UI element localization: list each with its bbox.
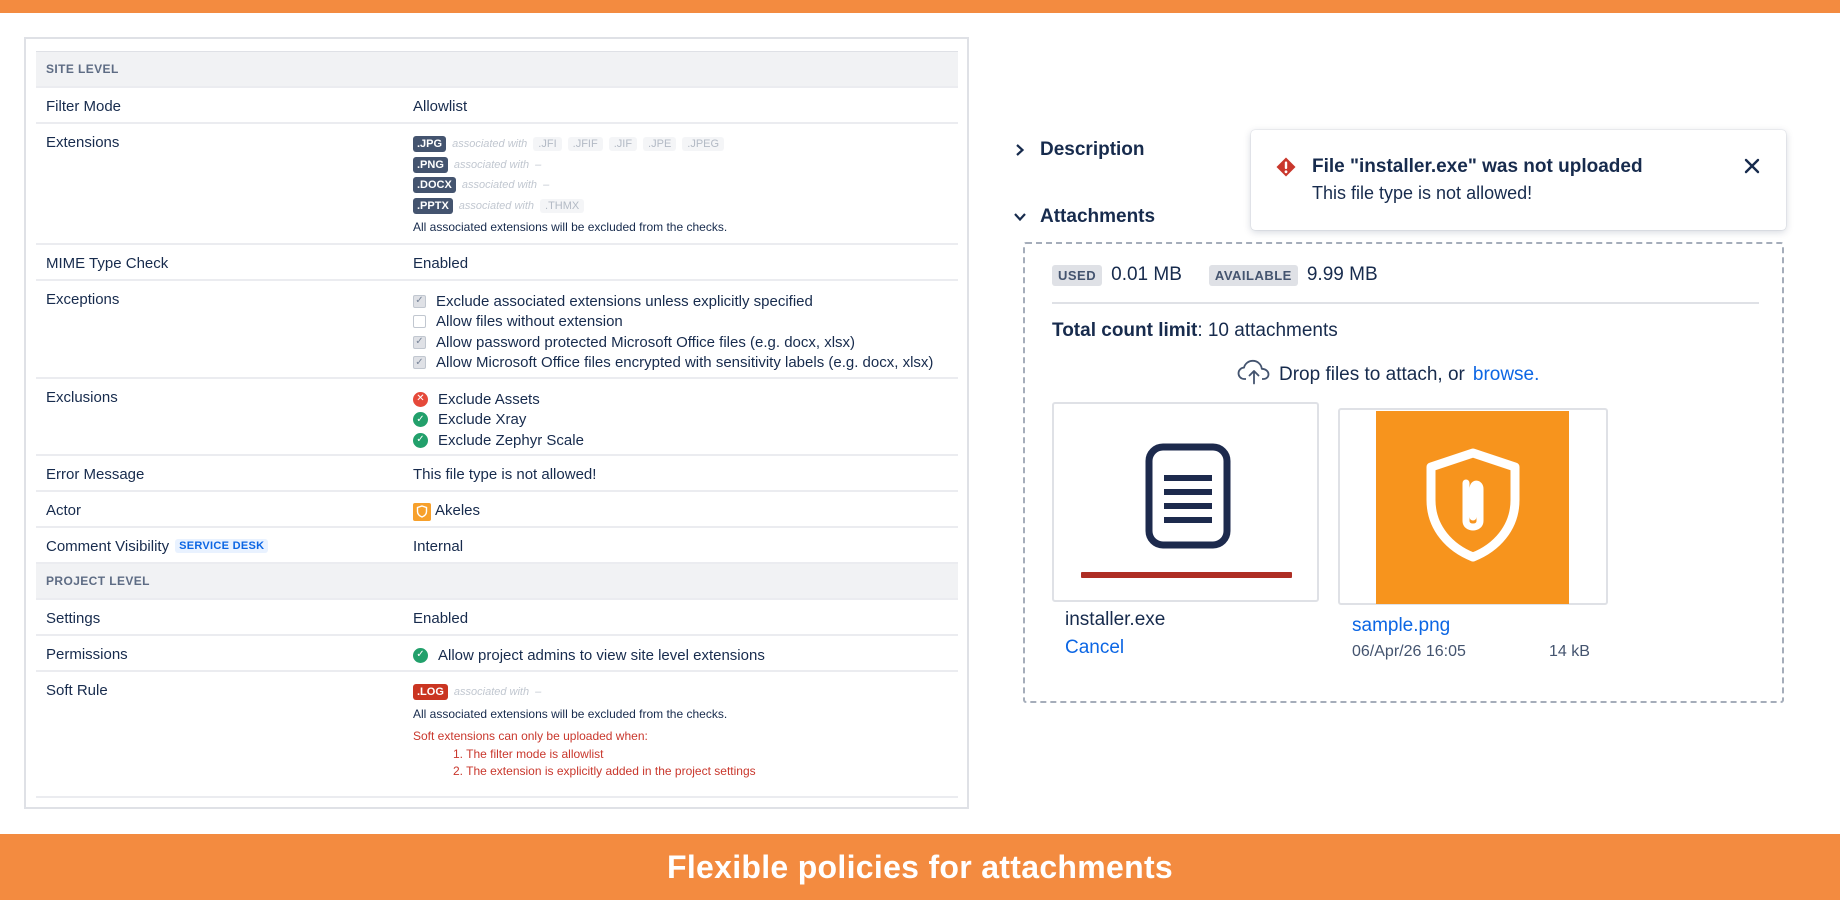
drop-files-prompt — [1237, 359, 1539, 391]
row-comment-visibility — [36, 528, 958, 564]
row-exceptions — [36, 281, 958, 379]
row-value: Internal — [413, 538, 464, 555]
checkbox-checked[interactable]: ✓ — [413, 295, 426, 308]
row-label: Actor — [46, 502, 82, 519]
associated-extension: .JIF — [609, 137, 637, 151]
associated-none: – — [543, 179, 550, 192]
chevron-right-icon — [1010, 140, 1030, 160]
checkbox-unchecked[interactable] — [413, 315, 426, 328]
storage-usage — [1052, 264, 1405, 286]
section-project-level — [36, 564, 958, 600]
service-desk-badge: SERVICE DESK — [175, 539, 268, 553]
row-value: Allowlist — [413, 98, 468, 115]
checkbox-checked[interactable]: ✓ — [413, 356, 426, 369]
caption-banner — [0, 834, 1840, 900]
divider — [1052, 302, 1759, 304]
attachment-card-image[interactable] — [1338, 408, 1608, 605]
exclusion-text: Exclude Xray — [438, 411, 527, 429]
exclusion-text: Exclude Zephyr Scale — [438, 431, 584, 449]
actor-name: Akeles — [435, 502, 481, 519]
cancel-upload-link[interactable]: Cancel — [1065, 637, 1125, 658]
toast-title: File "installer.exe" was not uploaded — [1312, 156, 1643, 177]
exception-text: Exclude associated extensions unless explicitly specified — [436, 292, 813, 310]
row-label: Error Message — [46, 466, 145, 483]
caption-text: Flexible policies for attachments — [666, 848, 1174, 885]
error-icon — [1275, 156, 1297, 183]
row-value — [413, 281, 958, 377]
exception-item — [413, 291, 958, 312]
row-label: Settings — [46, 610, 101, 627]
upload-progress-bar — [1081, 572, 1292, 578]
exception-text: Allow password protected Microsoft Office files (e.g. docx, xlsx) — [436, 333, 856, 351]
attachment-config-panel — [24, 37, 969, 809]
top-accent-bar — [0, 0, 1840, 13]
row-error-message — [36, 456, 958, 492]
row-exclusions — [36, 379, 958, 456]
associated-label: associated with — [453, 158, 530, 171]
soft-rule-warning — [413, 729, 958, 780]
exception-text: Allow Microsoft Office files encrypted with sensitivity labels (e.g. docx, xlsx) — [436, 354, 934, 372]
row-label: Soft Rule — [46, 682, 108, 699]
extension-badge: .JPG — [413, 136, 446, 152]
akeles-logo-icon — [413, 503, 431, 521]
available-value: 9.99 MB — [1306, 264, 1378, 285]
row-label: Permissions — [46, 646, 128, 663]
used-lozenge: USED — [1052, 265, 1102, 286]
extension-badge: .DOCX — [413, 177, 456, 193]
section-site-level — [36, 52, 958, 88]
section-title: PROJECT LEVEL — [46, 574, 150, 588]
cloud-upload-icon — [1237, 359, 1271, 391]
count-limit — [1052, 320, 1338, 342]
extension-badge: .PPTX — [413, 198, 453, 214]
attachments-dropzone[interactable] — [1023, 242, 1784, 703]
chevron-down-icon — [1010, 207, 1030, 227]
cross-circle-icon: ✕ — [413, 392, 428, 407]
row-value — [413, 672, 958, 796]
warning-item: 1. The filter mode is allowlist — [453, 746, 604, 761]
row-actor — [36, 492, 958, 528]
row-value — [413, 124, 958, 243]
row-label-text: Comment Visibility — [46, 538, 170, 555]
exception-item — [413, 312, 958, 333]
shield-paperclip-icon — [1418, 445, 1528, 570]
permission-text: Allow project admins to view site level extensions — [438, 646, 765, 664]
available-lozenge: AVAILABLE — [1209, 265, 1298, 286]
associated-extension: .JPE — [643, 137, 676, 151]
check-circle-icon: ✓ — [413, 412, 428, 427]
extension-item — [413, 196, 958, 217]
attachment-size: 14 kB — [1549, 643, 1590, 660]
exception-item — [413, 353, 958, 374]
extension-badge: .PNG — [413, 157, 448, 173]
row-mime-check — [36, 245, 958, 281]
warning-item: 2. The extension is explicitly added in the project settings — [453, 763, 756, 778]
count-limit-label: Total count limit — [1052, 320, 1198, 341]
row-extensions — [36, 124, 958, 245]
extension-item — [413, 134, 958, 155]
associated-label: associated with — [458, 199, 535, 212]
extension-badge: .LOG — [413, 684, 448, 700]
row-value: Enabled — [413, 610, 469, 627]
exclusion-item — [413, 410, 958, 431]
attachment-filename-link[interactable]: sample.png — [1352, 615, 1451, 636]
associated-label: associated with — [452, 138, 528, 151]
count-limit-value: : 10 attachments — [1197, 320, 1338, 341]
description-toggle[interactable] — [1010, 139, 1145, 161]
attachment-date: 06/Apr/26 16:05 — [1352, 643, 1466, 660]
row-label: Exclusions — [46, 389, 118, 406]
associated-extension: .JPEG — [682, 137, 724, 151]
document-icon — [1145, 443, 1231, 554]
section-title: SITE LEVEL — [46, 62, 119, 76]
extension-item — [413, 155, 958, 176]
associated-label: associated with — [453, 686, 530, 699]
associated-none: – — [535, 686, 542, 699]
extensions-note: All associated extensions will be excluded from the checks. — [413, 220, 728, 234]
associated-extension: .JFI — [533, 137, 561, 151]
browse-link[interactable]: browse. — [1472, 364, 1540, 385]
row-filter-mode — [36, 88, 958, 124]
check-circle-icon: ✓ — [413, 648, 428, 663]
row-label: MIME Type Check — [46, 255, 169, 272]
row-value: Enabled — [413, 255, 469, 272]
permission-item — [413, 646, 958, 664]
upload-error-toast — [1251, 130, 1786, 230]
soft-extension-item — [413, 682, 958, 703]
soft-rule-note: All associated extensions will be excluded from the checks. — [413, 706, 728, 721]
associated-extension: .JFIF — [568, 137, 603, 151]
exclusion-item — [413, 389, 958, 410]
warning-title: Soft extensions can only be uploaded when: — [413, 728, 648, 743]
row-label — [36, 528, 413, 562]
config-table — [36, 51, 958, 798]
exception-text: Allow files without extension — [436, 313, 623, 331]
attachments-label: Attachments — [1040, 206, 1156, 227]
checkbox-checked[interactable]: ✓ — [413, 336, 426, 349]
upload-progress-fill — [1081, 572, 1292, 578]
row-label: Filter Mode — [46, 98, 122, 115]
row-label: Extensions — [46, 134, 120, 151]
row-label: Exceptions — [46, 291, 120, 308]
drop-text: Drop files to attach, or — [1279, 364, 1465, 385]
associated-extension: .THMX — [540, 199, 584, 213]
attachments-toggle[interactable] — [1010, 206, 1155, 228]
row-value — [413, 636, 958, 670]
check-circle-icon: ✓ — [413, 433, 428, 448]
attachment-filename: installer.exe — [1065, 609, 1166, 630]
row-value — [413, 379, 958, 454]
associated-none: – — [535, 158, 542, 171]
exception-item — [413, 332, 958, 353]
exclusion-text: Exclude Assets — [438, 390, 540, 408]
row-value: This file type is not allowed! — [413, 466, 597, 483]
image-thumbnail — [1376, 411, 1569, 604]
exclusion-item — [413, 430, 958, 451]
associated-label: associated with — [461, 179, 538, 192]
extension-item — [413, 175, 958, 196]
attachment-card-uploading[interactable] — [1052, 402, 1319, 602]
row-value — [413, 492, 958, 526]
row-permissions — [36, 636, 958, 672]
toast-message: This file type is not allowed! — [1312, 183, 1533, 203]
row-settings — [36, 600, 958, 636]
description-label: Description — [1040, 139, 1145, 160]
close-icon[interactable] — [1740, 154, 1764, 178]
used-value: 0.01 MB — [1111, 264, 1182, 285]
row-soft-rule — [36, 672, 958, 798]
